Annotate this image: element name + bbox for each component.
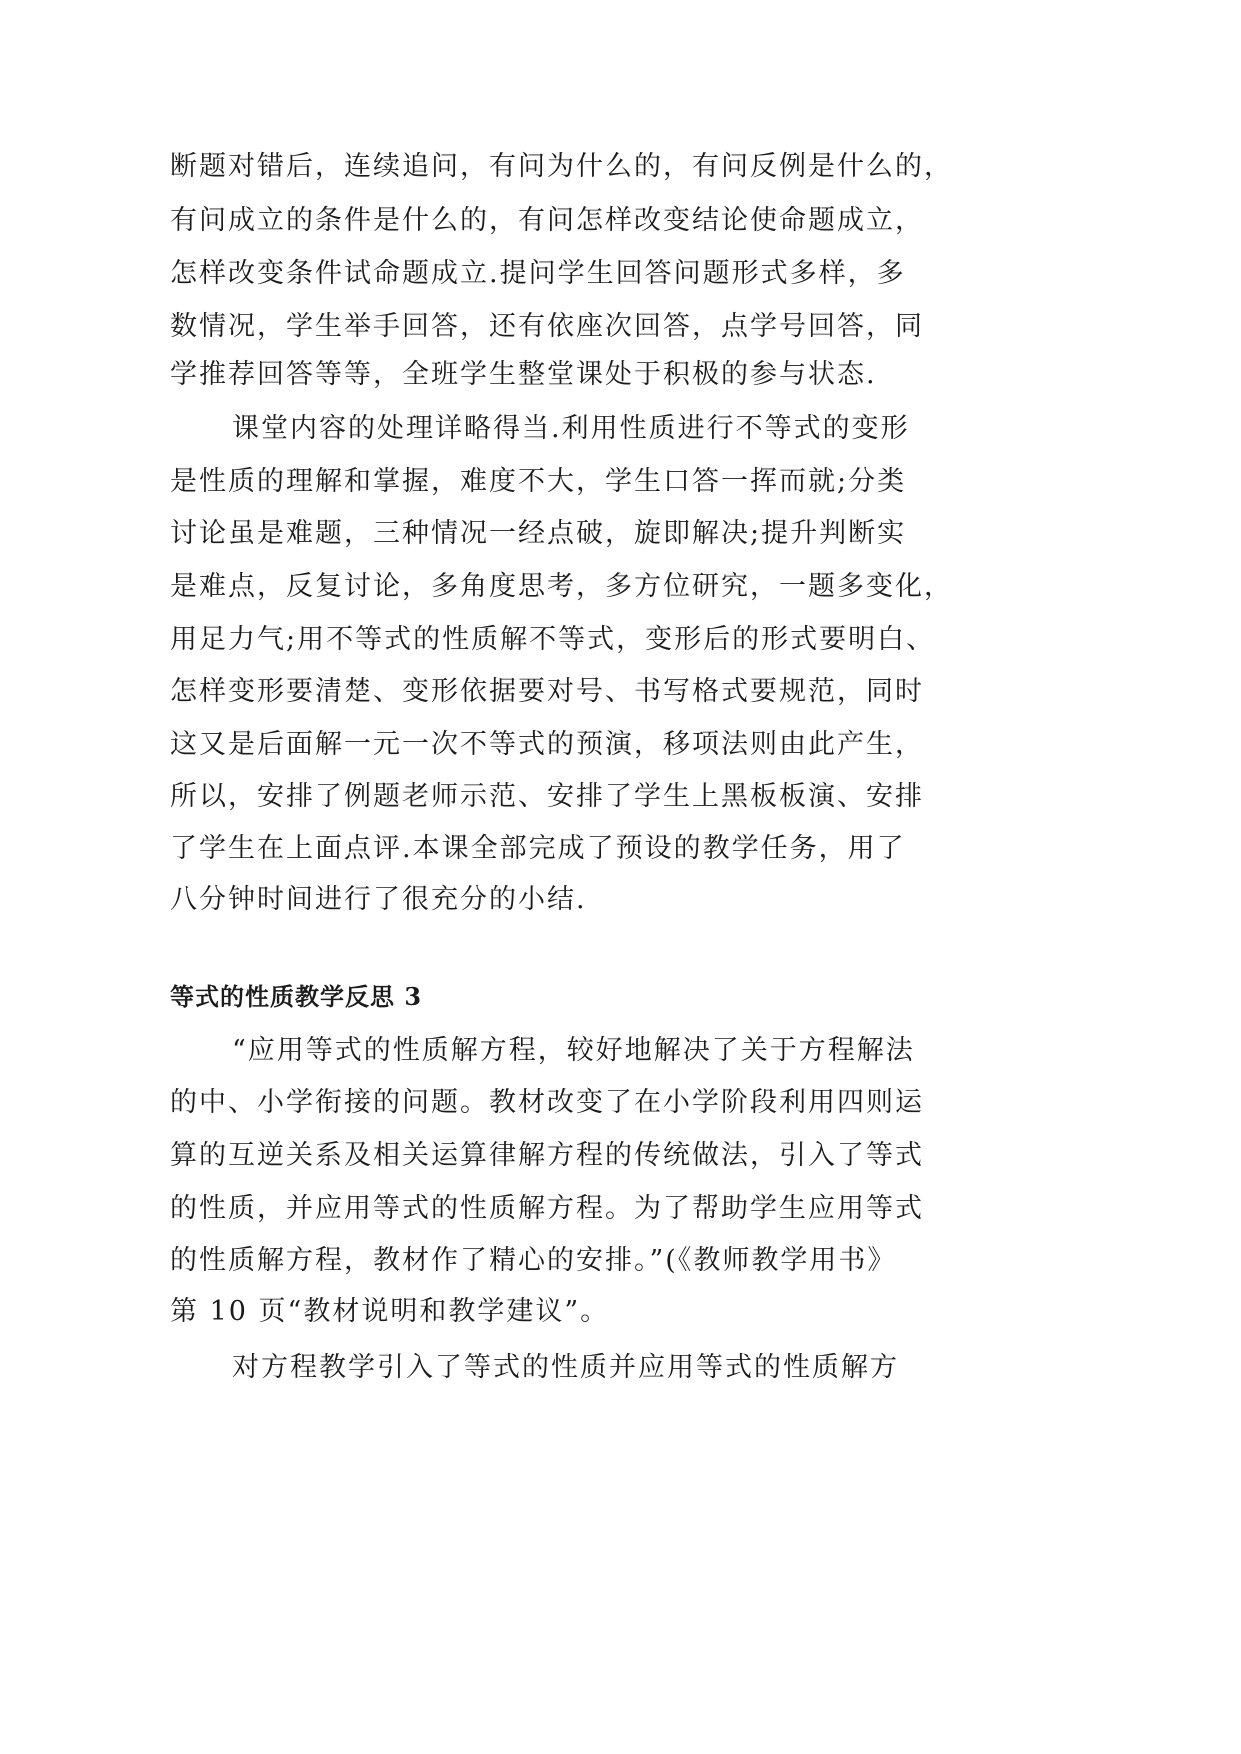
paragraph-line: 八分钟时间进行了很充分的小结. xyxy=(170,884,587,915)
paragraph-line: 学推荐回答等等，全班学生整堂课处于积极的参与状态. xyxy=(170,359,877,390)
paragraph-line: “应用等式的性质解方程，较好地解决了关于方程解法 xyxy=(232,1035,915,1066)
paragraph-line: 怎样变形要清楚、变形依据要对号、书写格式要规范，同时 xyxy=(170,676,924,707)
paragraph-line: 是难点，反复讨论，多角度思考，多方位研究，一题多变化， xyxy=(170,571,953,602)
paragraph-line: 的中、小学衔接的问题。教材改变了在小学阶段利用四则运 xyxy=(170,1087,924,1118)
paragraph-line: 的性质解方程，教材作了精心的安排。”(《教师教学用书》 xyxy=(170,1245,897,1276)
paragraph-line: 算的互逆关系及相关运算律解方程的传统做法，引入了等式 xyxy=(170,1140,924,1171)
section-heading: 等式的性质教学反思 3 xyxy=(170,982,423,1011)
paragraph-line: 讨论虽是难题，三种情况一经点破，旋即解决;提升判断实 xyxy=(170,518,907,549)
paragraph-line: 第 10 页“教材说明和教学建议”。 xyxy=(170,1296,610,1327)
paragraph-line: 断题对错后，连续追问，有问为什么的，有问反例是什么的， xyxy=(170,151,953,182)
paragraph-line: 怎样改变条件试命题成立.提问学生回答问题形式多样，多 xyxy=(170,258,906,289)
paragraph-line: 数情况，学生举手回答，还有依座次回答，点学号回答，同 xyxy=(170,311,924,342)
paragraph-line: 对方程教学引入了等式的性质并应用等式的性质解方 xyxy=(232,1352,899,1383)
paragraph-line: 是性质的理解和掌握，难度不大，学生口答一挥而就;分类 xyxy=(170,466,907,497)
paragraph-line: 的性质，并应用等式的性质解方程。为了帮助学生应用等式 xyxy=(170,1193,924,1224)
paragraph-line: 用足力气;用不等式的性质解不等式，变形后的形式要明白、 xyxy=(170,624,936,655)
paragraph-line: 所以，安排了例题老师示范、安排了学生上黑板板演、安排 xyxy=(170,781,924,812)
paragraph-line: 课堂内容的处理详略得当.利用性质进行不等式的变形 xyxy=(232,413,910,444)
paragraph-line: 了学生在上面点评.本课全部完成了预设的教学任务，用了 xyxy=(170,833,906,864)
paragraph-line: 有问成立的条件是什么的，有问怎样改变结论使命题成立， xyxy=(170,205,924,236)
paragraph-line: 这又是后面解一元一次不等式的预演，移项法则由此产生， xyxy=(170,729,924,760)
